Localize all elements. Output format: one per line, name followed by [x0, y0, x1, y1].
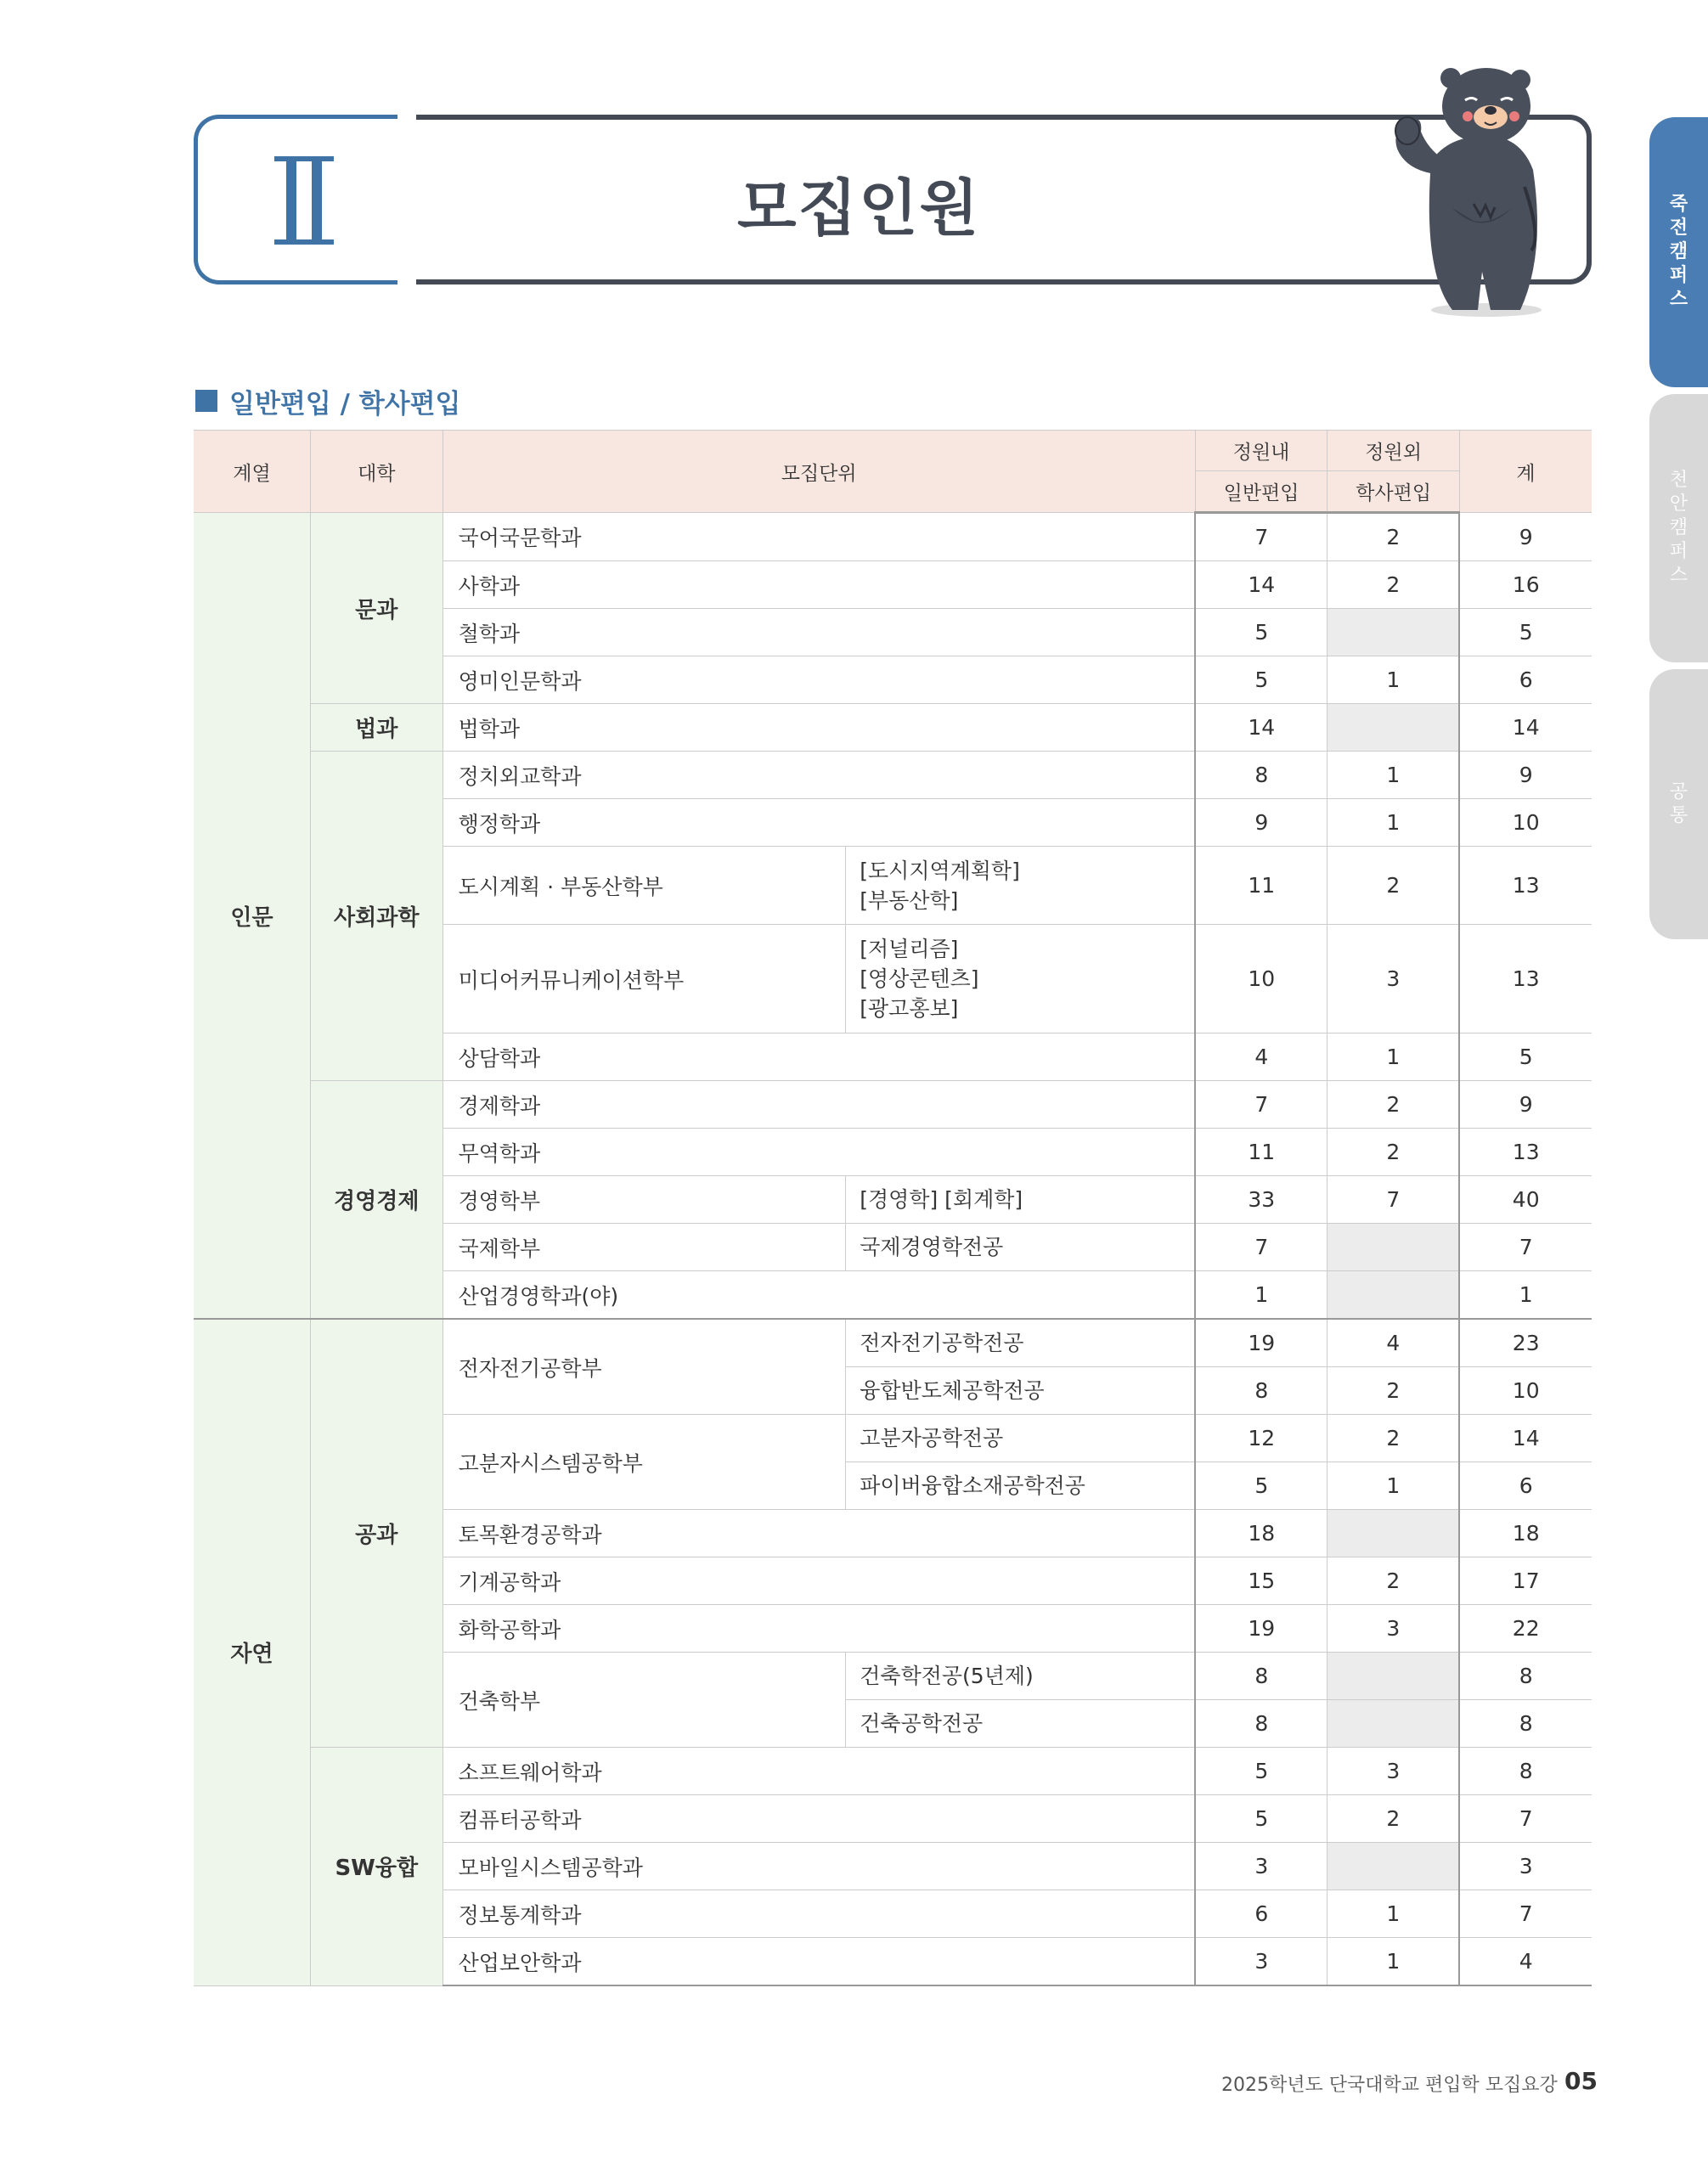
total-count: 22: [1459, 1605, 1592, 1653]
bachelor-count: 3: [1328, 925, 1460, 1033]
dept-name: 도시계획 · 부동산학부: [443, 847, 846, 925]
major-item: [부동산학]: [860, 887, 959, 913]
major-name: 국제경영학전공: [846, 1224, 1196, 1271]
total-count: 13: [1459, 1129, 1592, 1176]
bachelor-count-empty: [1328, 1843, 1460, 1890]
major-name: 건축학전공(5년제): [846, 1653, 1196, 1700]
footer-text: 2025학년도 단국대학교 편입학 모집요강: [1221, 2075, 1558, 2096]
dept-name: 모바일시스템공학과: [443, 1843, 1195, 1890]
dept-name: 영미인문학과: [443, 656, 1195, 704]
dept-name: 산업경영학과(야): [443, 1271, 1195, 1320]
major-list: [846, 847, 1196, 925]
bachelor-count: 1: [1328, 1462, 1460, 1510]
total-count: 9: [1459, 752, 1592, 799]
dept-name: 소프트웨어학과: [443, 1748, 1195, 1795]
general-count: 5: [1195, 656, 1328, 704]
general-count: 3: [1195, 1843, 1328, 1890]
total-count: 18: [1459, 1510, 1592, 1557]
general-count: 5: [1195, 1462, 1328, 1510]
general-count: 19: [1195, 1605, 1328, 1653]
section-heading: [195, 382, 460, 420]
bachelor-count: 1: [1328, 656, 1460, 704]
total-count: 7: [1459, 1224, 1592, 1271]
square-bullet-icon: [195, 390, 217, 412]
total-count: 14: [1459, 704, 1592, 752]
general-count: 14: [1195, 704, 1328, 752]
tab-common[interactable]: 공통: [1649, 669, 1708, 939]
college-social-science: 사회과학: [311, 752, 443, 1081]
general-count: 8: [1195, 752, 1328, 799]
major-item: [영상콘텐츠]: [860, 966, 979, 991]
dept-name: 토목환경공학과: [443, 1510, 1195, 1557]
tab-jukjeon-campus[interactable]: 죽전캠퍼스: [1649, 117, 1708, 387]
total-count: 5: [1459, 1033, 1592, 1081]
total-count: 13: [1459, 925, 1592, 1033]
admission-quota-table: [194, 430, 1592, 1986]
dept-name: 고분자시스템공학부: [443, 1415, 846, 1510]
general-count: 7: [1195, 1081, 1328, 1129]
dept-name: 화학공학과: [443, 1605, 1195, 1653]
general-count: 14: [1195, 561, 1328, 609]
bachelor-count-empty: [1328, 1510, 1460, 1557]
general-count: 7: [1195, 513, 1328, 561]
table-row: [194, 752, 1592, 799]
col-header-unit: 모집단위: [443, 431, 1195, 513]
bachelor-count: 2: [1328, 1081, 1460, 1129]
bachelor-count: 2: [1328, 1415, 1460, 1462]
general-count: 8: [1195, 1367, 1328, 1415]
major-name: [경영학] [회계학]: [846, 1176, 1196, 1224]
total-count: 4: [1459, 1938, 1592, 1986]
bachelor-count: 1: [1328, 1938, 1460, 1986]
college-business-econ: 경영경제: [311, 1081, 443, 1320]
total-count: 16: [1459, 561, 1592, 609]
section-title: 일반편입 / 학사편입: [229, 388, 461, 420]
bachelor-count: 2: [1328, 1795, 1460, 1843]
dept-name: 전자전기공학부: [443, 1319, 846, 1415]
dept-name: 정보통계학과: [443, 1890, 1195, 1938]
general-count: 18: [1195, 1510, 1328, 1557]
dept-name: 산업보안학과: [443, 1938, 1195, 1986]
bachelor-count: 4: [1328, 1319, 1460, 1367]
general-count: 15: [1195, 1557, 1328, 1605]
page-title: 모집인원: [737, 172, 981, 244]
bachelor-count: 2: [1328, 561, 1460, 609]
total-count: 8: [1459, 1700, 1592, 1748]
bachelor-count: 2: [1328, 847, 1460, 925]
general-count: 3: [1195, 1938, 1328, 1986]
bachelor-count: 1: [1328, 799, 1460, 847]
dept-name: 철학과: [443, 609, 1195, 656]
bachelor-count-empty: [1328, 609, 1460, 656]
bachelor-count: 2: [1328, 1557, 1460, 1605]
table-row: [194, 1081, 1592, 1129]
total-count: 7: [1459, 1795, 1592, 1843]
total-count: 23: [1459, 1319, 1592, 1367]
dept-name: 무역학과: [443, 1129, 1195, 1176]
general-count: 11: [1195, 847, 1328, 925]
general-count: 19: [1195, 1319, 1328, 1367]
dept-name: 사학과: [443, 561, 1195, 609]
general-count: 10: [1195, 925, 1328, 1033]
total-count: 8: [1459, 1748, 1592, 1795]
dept-name: 상담학과: [443, 1033, 1195, 1081]
chapter-numeral: [274, 151, 334, 253]
total-count: 7: [1459, 1890, 1592, 1938]
college-sw: SW융합: [311, 1748, 443, 1986]
general-count: 9: [1195, 799, 1328, 847]
bachelor-count: 1: [1328, 1033, 1460, 1081]
general-count: 6: [1195, 1890, 1328, 1938]
dept-name: 경영학부: [443, 1176, 846, 1224]
col-header-outside-quota: 정원외: [1328, 431, 1460, 471]
major-name: 전자전기공학전공: [846, 1319, 1196, 1367]
general-count: 5: [1195, 609, 1328, 656]
dept-name: 건축학부: [443, 1653, 846, 1748]
dept-name: 국제학부: [443, 1224, 846, 1271]
group-science: 자연: [194, 1319, 311, 1985]
page-number: 05: [1564, 2067, 1598, 2095]
bachelor-count-empty: [1328, 1700, 1460, 1748]
major-name: 파이버융합소재공학전공: [846, 1462, 1196, 1510]
bachelor-count: 2: [1328, 1367, 1460, 1415]
major-name: 융합반도체공학전공: [846, 1367, 1196, 1415]
total-count: 17: [1459, 1557, 1592, 1605]
major-name: 건축공학전공: [846, 1700, 1196, 1748]
total-count: 3: [1459, 1843, 1592, 1890]
bachelor-count: 1: [1328, 1890, 1460, 1938]
col-header-field: 계열: [194, 431, 311, 513]
chapter-number-box: [194, 115, 397, 284]
general-count: 12: [1195, 1415, 1328, 1462]
dept-name: 미디어커뮤니케이션학부: [443, 925, 846, 1033]
major-item: [도시지역계획학]: [860, 858, 1020, 883]
general-count: 5: [1195, 1795, 1328, 1843]
total-count: 8: [1459, 1653, 1592, 1700]
col-header-total: 계: [1459, 431, 1592, 513]
bachelor-count: 2: [1328, 513, 1460, 561]
dept-name: 기계공학과: [443, 1557, 1195, 1605]
dept-name: 컴퓨터공학과: [443, 1795, 1195, 1843]
col-header-general: 일반편입: [1195, 471, 1328, 513]
dept-name: 경제학과: [443, 1081, 1195, 1129]
col-header-within-quota: 정원내: [1195, 431, 1328, 471]
general-count: 4: [1195, 1033, 1328, 1081]
college-liberal-arts: 문과: [311, 513, 443, 704]
college-engineering: 공과: [311, 1319, 443, 1748]
bachelor-count: 1: [1328, 752, 1460, 799]
college-law: 법과: [311, 704, 443, 752]
dept-name: 행정학과: [443, 799, 1195, 847]
bachelor-count: 3: [1328, 1748, 1460, 1795]
major-list: [846, 925, 1196, 1033]
bachelor-count-empty: [1328, 1653, 1460, 1700]
major-item: [저널리즘]: [860, 937, 959, 961]
total-count: 9: [1459, 1081, 1592, 1129]
table-row: [194, 1748, 1592, 1795]
total-count: 10: [1459, 1367, 1592, 1415]
dept-name: 법학과: [443, 704, 1195, 752]
total-count: 5: [1459, 609, 1592, 656]
total-count: 1: [1459, 1271, 1592, 1320]
general-count: 33: [1195, 1176, 1328, 1224]
total-count: 6: [1459, 1462, 1592, 1510]
bachelor-count: 3: [1328, 1605, 1460, 1653]
major-name: 고분자공학전공: [846, 1415, 1196, 1462]
dept-name: 국어국문학과: [443, 513, 1195, 561]
bachelor-count: 7: [1328, 1176, 1460, 1224]
total-count: 6: [1459, 656, 1592, 704]
bachelor-count-empty: [1328, 1271, 1460, 1320]
major-item: [광고홍보]: [860, 996, 959, 1021]
general-count: 1: [1195, 1271, 1328, 1320]
group-humanities: 인문: [194, 513, 311, 1320]
table-row: [194, 704, 1592, 752]
total-count: 13: [1459, 847, 1592, 925]
total-count: 14: [1459, 1415, 1592, 1462]
bear-mascot-icon: [1372, 68, 1567, 323]
dept-name: 정치외교학과: [443, 752, 1195, 799]
general-count: 11: [1195, 1129, 1328, 1176]
col-header-bachelor: 학사편입: [1328, 471, 1460, 513]
general-count: 8: [1195, 1653, 1328, 1700]
tab-cheonan-campus[interactable]: 천안캠퍼스: [1649, 394, 1708, 662]
bachelor-count-empty: [1328, 704, 1460, 752]
total-count: 10: [1459, 799, 1592, 847]
bachelor-count: 2: [1328, 1129, 1460, 1176]
general-count: 5: [1195, 1748, 1328, 1795]
bachelor-count-empty: [1328, 1224, 1460, 1271]
table-row: [194, 1319, 1592, 1367]
total-count: 40: [1459, 1176, 1592, 1224]
general-count: 8: [1195, 1700, 1328, 1748]
table-row: [194, 513, 1592, 561]
general-count: 7: [1195, 1224, 1328, 1271]
total-count: 9: [1459, 513, 1592, 561]
col-header-college: 대학: [311, 431, 443, 513]
